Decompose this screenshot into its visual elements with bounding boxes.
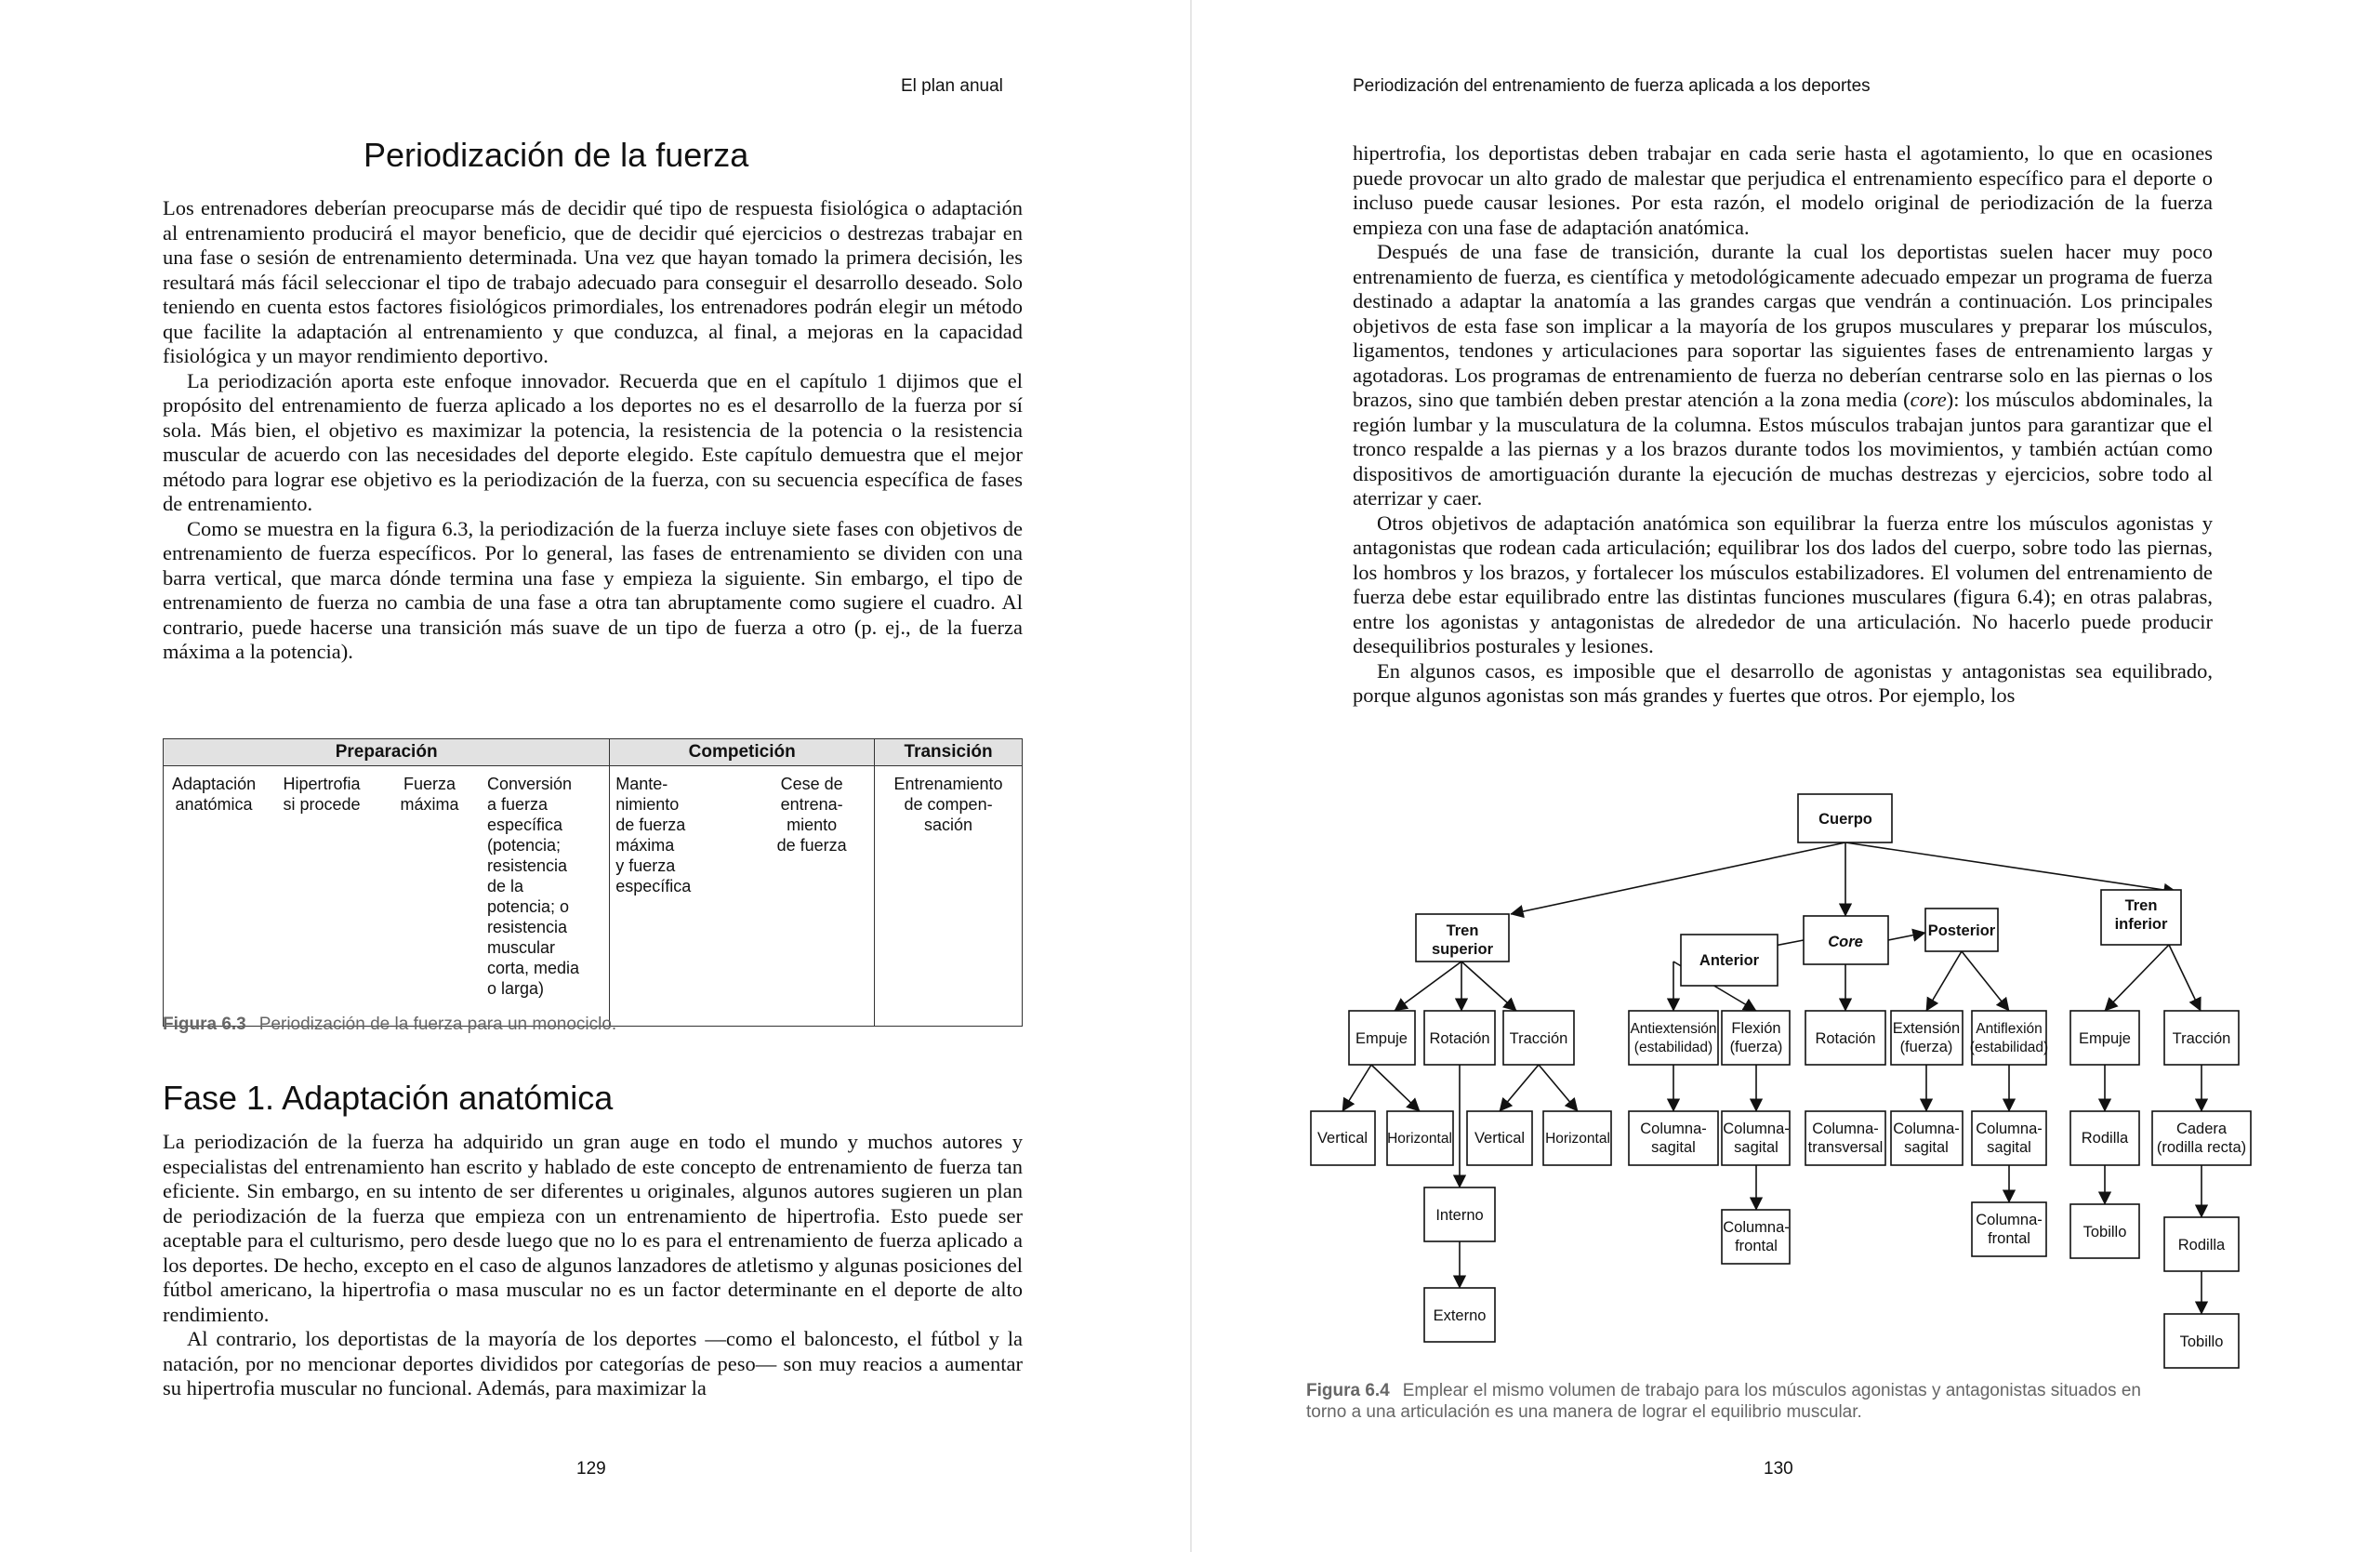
phase-title: Fase 1. Adaptación anatómica xyxy=(163,1079,614,1117)
paragraph: Otros objetivos de adaptación anatómica son equilibrar la fuerza entre los músculos agonistas y antagonistas que rodean cada articulación; equilibrar los dos lados del cuerpo, sobre todo las piernas, los hombros y los brazos, y fortalecer los músculos estabilizadores. El volumen del entrenamiento de fuerza debe estar equilibrado entre las distintas funciones musculares (figura 6.4); en otras palabras, entre los agonistas y antagonistas de alrededor de una articulación. No hacerlo puede producir desequilibrios posturales y lesiones. xyxy=(1353,511,2213,657)
node-extension-1: Extensión xyxy=(1892,1020,1961,1037)
node-columna-frontal-2: frontal xyxy=(1988,1230,2030,1247)
node-columna-frontal-1: Columna- xyxy=(1976,1212,2043,1228)
phase-text xyxy=(163,1130,1023,1401)
node-cadera-1: Cadera xyxy=(2175,1121,2228,1137)
node-flexion-1: Flexión xyxy=(1731,1020,1781,1037)
node-cuerpo: Cuerpo xyxy=(1818,811,1872,828)
node-tren-inferior-2: inferior xyxy=(2114,916,2168,933)
node-rotacion: Rotación xyxy=(1429,1030,1490,1047)
node-cadera-2: (rodilla recta) xyxy=(2156,1139,2247,1156)
node-columna-sagital-1: Columna- xyxy=(1640,1121,1707,1137)
node-tobillo: Tobillo xyxy=(2082,1224,2127,1240)
node-tobillo-2: Tobillo xyxy=(2179,1333,2224,1350)
node-horizontal: Horizontal xyxy=(1545,1131,1610,1147)
running-head-right: Periodización del entrenamiento de fuerza aplicada a los deportes xyxy=(1353,76,1871,96)
node-traccion: Tracción xyxy=(1509,1030,1568,1047)
figure-caption-line1: Emplear el mismo volumen de trabajo para los músculos agonistas y antagonistas situados en xyxy=(1402,1381,2141,1400)
node-columna-sagital-1: Columna- xyxy=(1893,1121,1960,1137)
cell-compensacion: Entrenamiento de compen- sación xyxy=(875,766,1023,1027)
paragraph: En algunos casos, es imposible que el desarrollo de agonistas y antagonistas sea equilibrado, porque algunos agonistas son más grandes y fuertes que otros. Por ejemplo, los xyxy=(1353,658,2213,707)
header-preparacion: Preparación xyxy=(164,739,610,766)
paragraph: La periodización de la fuerza ha adquirido un gran auge en todo el mundo y muchos autores y especialistas del entrenamiento han escrito y hablado de este concepto de entrenamiento de fuerza tan eficiente. Sin embargo, en su intento de ser diferentes u originales, algunos autores sugieren un plan de periodización de la fuerza que empieza con un entrenamiento de hipertrofia. Esto puede ser aceptable para el culturismo, pero desde luego que no lo es para el entrenamiento de fuerza aplicado a los deportes. De hecho, excepto en el caso de algunos lanzadores de atletismo y algunas posiciones del fútbol americano, la hipertrofia o masa muscular no es un factor determinante en el deporte de alto rendimiento. xyxy=(163,1130,1023,1326)
muscle-balance-diagram xyxy=(1192,0,2380,1552)
cell-cese: Cese de entrena- miento de fuerza xyxy=(749,766,874,1027)
node-columna-sagital-2: sagital xyxy=(1734,1139,1778,1156)
node-columna-frontal-1: Columna- xyxy=(1723,1219,1790,1236)
header-competicion: Competición xyxy=(610,739,875,766)
section-title: Periodización de la fuerza xyxy=(364,136,749,174)
node-externo: Externo xyxy=(1433,1307,1487,1324)
page-number-left: 129 xyxy=(576,1459,606,1479)
paragraph: Al contrario, los deportistas de la mayoría de los deportes —como el baloncesto, el fútbol y la natación, por no mencionar deportes divididos por categorías de peso— son muy reacios a aumentar su hipertrofia muscular no funcional. Además, para maximizar la xyxy=(163,1327,1023,1399)
node-horizontal: Horizontal xyxy=(1387,1131,1452,1147)
node-extension-2: (fuerza) xyxy=(1899,1039,1953,1055)
cell-mantenimiento: Mante- nimiento de fuerza máxima y fuerza específica xyxy=(610,766,749,1027)
node-columna-sagital-2: sagital xyxy=(1987,1139,2031,1156)
figure-caption-text: Periodización de la fuerza para un monociclo. xyxy=(258,1015,617,1034)
node-antiflexion-2: (estabilidad) xyxy=(1969,1040,2049,1055)
node-columna-sagital-2: sagital xyxy=(1651,1139,1696,1156)
right-page xyxy=(1192,0,2380,1552)
figure-6-4-caption xyxy=(1306,1380,2292,1423)
node-interno: Interno xyxy=(1435,1207,1484,1224)
node-empuje-inferior: Empuje xyxy=(2079,1030,2131,1047)
node-columna-frontal-2: frontal xyxy=(1735,1238,1778,1254)
node-rodilla: Rodilla xyxy=(2081,1130,2129,1147)
header-transicion: Transición xyxy=(875,739,1023,766)
node-columna-sagital-1: Columna- xyxy=(1976,1121,2043,1137)
node-anterior: Anterior xyxy=(1699,952,1760,969)
periodization-table xyxy=(163,738,1023,1027)
node-columna-sagital-2: sagital xyxy=(1904,1139,1949,1156)
intro-text xyxy=(163,196,1023,665)
node-vertical: Vertical xyxy=(1474,1130,1526,1147)
paragraph: Los entrenadores deberían preocuparse más de decidir qué tipo de respuesta fisiológica o adaptación al entrenamiento producirá el mayor beneficio, que de decidir qué ejercicios o destrezas trabajar en una fase o sesión de entrenamiento determinada. Una vez que hayan tomado la primera decisión, les resultará más fácil seleccionar el tipo de trabajo adecuado para conseguir el desarrollo deseado. Solo teniendo en cuenta estos factores fisiológicos primordiales, los entrenadores podrán elegir un método que facilite la adaptación al entrenamiento y que conduzca, al final, a mejoras en la capacidad fisiológica y un mayor rendimiento deportivo. xyxy=(163,196,1023,367)
figure-label: Figura 6.4 xyxy=(1306,1381,1390,1400)
node-tren-superior-2: superior xyxy=(1431,941,1494,958)
figure-caption-line2: torno a una articulación es una manera de lograr el equilibrio muscular. xyxy=(1306,1402,1862,1422)
running-head-left: El plan anual xyxy=(901,76,1003,96)
node-tren-superior-1: Tren xyxy=(1446,922,1479,939)
paragraph: Después de una fase de transición, durante la cual los deportistas suelen hacer muy poco entrenamiento de fuerza, es científica y metodológicamente adecuado empezar un programa de fuerza destinado a adaptar la anatomía a las grandes cargas que vendrán a continuación. Los principales objetivos de esta fase son implicar a la mayoría de los grupos musculares y preparar los músculos, ligamentos, tendones y articulaciones para soportar las siguientes fases de entrenamiento largas y agotadoras. Los programas de entrenamiento de fuerza no deberían centrarse solo en las piernas o los brazos, sino que también deben prestar atención a la zona media (core): los músculos abdominales, la región lumbar y la musculatura de la columna. Estos músculos trabajan juntos para garantizar que el tronco respalde a las piernas y a los brazos durante todos los movimientos, y también actúan como dispositivos de amortiguación durante la ejecución de muchas destrezas y ejercicios, sobre todo al aterrizar y caer. xyxy=(1353,240,2213,510)
node-tren-inferior-1: Tren xyxy=(2124,897,2158,914)
node-antiextension-1: Antiextensión xyxy=(1630,1021,1717,1037)
node-vertical: Vertical xyxy=(1316,1130,1368,1147)
node-rodilla-2: Rodilla xyxy=(2177,1237,2226,1254)
paragraph: hipertrofia, los deportistas deben trabajar en cada serie hasta el agotamiento, lo que en ocasiones puede provocar un alto grado de malestar que perjudica el entrenamiento específico para el deporte o incluso puede causar lesiones. Por esta razón, el modelo original de periodización de la fuerza empieza con una fase de adaptación anatómica. xyxy=(1353,141,2213,239)
node-columna-sagital-1: Columna- xyxy=(1723,1121,1790,1137)
node-columna-transversal-1: Columna- xyxy=(1812,1121,1879,1137)
node-rotacion-core: Rotación xyxy=(1815,1030,1876,1047)
node-empuje: Empuje xyxy=(1355,1030,1408,1047)
figure-label: Figura 6.3 xyxy=(163,1015,246,1034)
cell-adaptacion: Adaptación anatómica xyxy=(164,766,265,1027)
node-columna-transversal-2: transversal xyxy=(1807,1139,1884,1156)
node-posterior: Posterior xyxy=(1927,922,1996,939)
cell-hipertrofia: Hipertrofia si procede xyxy=(264,766,379,1027)
node-antiextension-2: (estabilidad) xyxy=(1633,1040,1713,1055)
figure-6-3-caption xyxy=(163,1014,616,1035)
paragraph: Como se muestra en la figura 6.3, la periodización de la fuerza incluye siete fases con objetivos de entrenamiento de fuerza específicos. Por lo general, las fases de entrenamiento se dividen con una barra vertical, que marca dónde termina una fase y empieza la siguiente. Sin embargo, el tipo de entrenamiento de fuerza no cambia de una fase a otra tan abruptamente como sugiere el cuadro. Al contrario, puede hacerse una transición más suave de un tipo de fuerza a otro (p. ej., de la fuerza máxima a la potencia). xyxy=(163,516,1023,663)
node-traccion-inferior: Tracción xyxy=(2172,1030,2231,1047)
node-core: Core xyxy=(1828,934,1863,950)
page-number-right: 130 xyxy=(1764,1459,1793,1479)
cell-fuerza-maxima: Fuerza máxima xyxy=(379,766,480,1027)
cell-conversion: Conversión a fuerza específica (potencia; resistencia de la potencia; o resistencia muscular corta, media o larga) xyxy=(480,766,610,1027)
paragraph: La periodización aporta este enfoque innovador. Recuerda que en el capítulo 1 dijimos que el propósito del entrenamiento de fuerza aplicado a los deportes no es el desarrollo de la fuerza por sí sola. Más bien, el objetivo es maximizar la potencia, la resistencia de la potencia o la resistencia muscular de acuerdo con las necesidades del deporte elegido. Este capítulo demuestra que el mejor método para lograr ese objetivo es la periodización de la fuerza, con su secuencia específica de fases de entrenamiento. xyxy=(163,368,1023,515)
node-antiflexion-1: Antiflexión xyxy=(1976,1021,2043,1037)
node-flexion-2: (fuerza) xyxy=(1729,1039,1783,1055)
